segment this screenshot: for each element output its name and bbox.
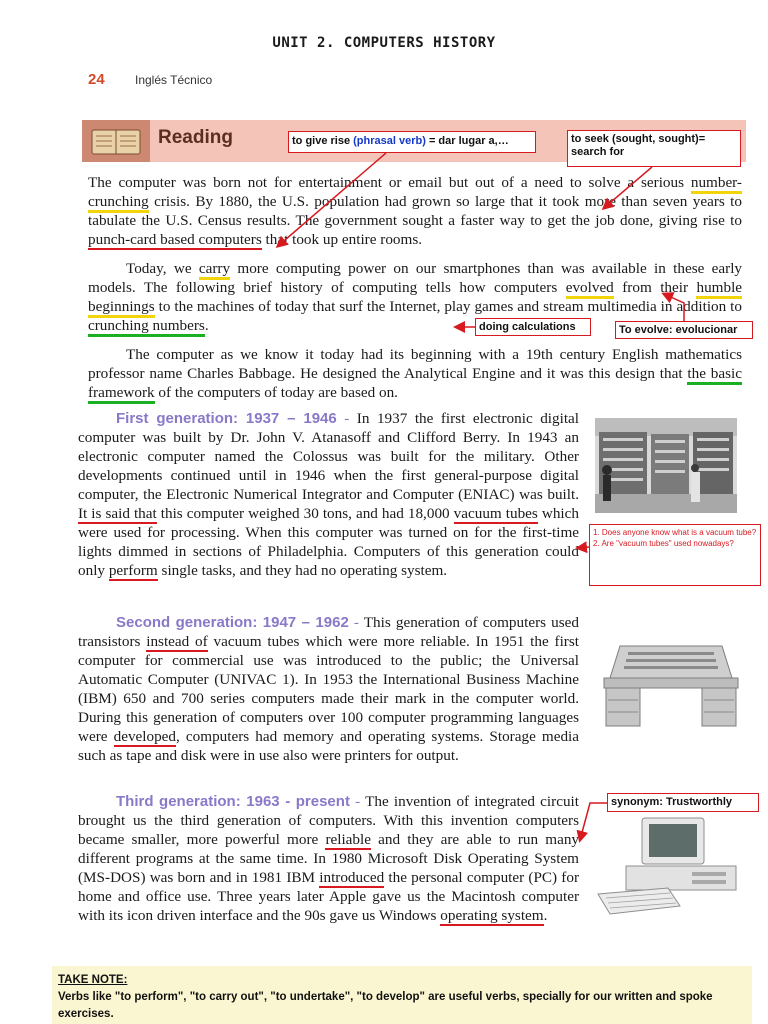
p2-text-i: . [204, 317, 209, 334]
p1-punch-card-computers: punch-card based computers [88, 231, 262, 248]
p1-text-c: crisis. By 1880, the U.S. population had grown so large that it took more than seven years to tabulate the U.S. Census results. The government sought a faster way to get the job done, giving rise to [88, 193, 742, 229]
p3-text-c: of the computers of today are based on. [158, 384, 398, 401]
gen2-developed: developed [113, 728, 177, 745]
gen3-text-g: . [543, 907, 548, 924]
gen1-text-c: this computer weighed 30 tons, and had 18,000 [160, 505, 450, 522]
p2-evolved: evolved [566, 279, 614, 299]
note-phrasal-verb: (phrasal verb) [353, 135, 426, 147]
note-give-rise-post: = dar lugar a,… [428, 135, 509, 147]
gen3-operating-system: operating system [440, 907, 544, 924]
first-generation-heading: First generation: 1937 – 1946 [116, 410, 337, 427]
gen3-text-a: The invention of integrated circuit brought us the third generation of computers. With this invention computers became smaller, more powerful more [78, 793, 579, 848]
take-note-body: Verbs like "to perform", "to carry out", "to undertake", "to develop" are useful verbs, specially for our written and spoke exercises. [58, 991, 713, 1020]
take-note-title: TAKE NOTE: [58, 974, 128, 986]
p2-text-c: more computing power on our smartphones than was available in these early models. The following brief history of computing tells how computers [88, 260, 743, 296]
note-seek: to seek (sought, sought)= search for [567, 130, 741, 167]
unit-title: UNIT 2. COMPUTERS HISTORY [272, 35, 496, 51]
arrow-vacuum-tubes [578, 547, 589, 548]
arrow-give-rise [278, 153, 386, 246]
take-note-box [52, 966, 752, 1024]
gen1-text-g: single tasks, and they had no operating system. [161, 562, 448, 579]
p1-text-a: The computer was born not for entertainment or email but out of a need to solve a serious [88, 174, 685, 191]
note-vacuum-q2: 2. Are "vacuum tubes" used nowadays? [593, 539, 734, 548]
gen3-introduced: introduced [319, 869, 385, 886]
p2-text-e: from their [622, 279, 689, 296]
second-generation-dash: - [348, 614, 364, 631]
arrow-seek [604, 167, 652, 208]
third-generation-dash: - [349, 793, 366, 810]
note-evolve: To evolve: evolucionar [615, 321, 753, 339]
reading-title: Reading [158, 127, 233, 148]
p2-humble-beginnings: humble beginnings [88, 279, 742, 318]
gen2-text-a: This generation of computers used transistors [78, 614, 579, 650]
p2-text-a: Today, we [126, 260, 192, 277]
second-generation-heading: Second generation: 1947 – 1962 [116, 614, 349, 631]
p2-carry: carry [199, 260, 230, 280]
p3-text-a: The computer as we know it today had its beginning with a 19th century English mathematics professor name Charles Babbage. He designed the Analytical Engine and it was this design that [88, 346, 742, 382]
p1-text-e: that took up entire rooms. [265, 231, 423, 248]
gen3-text-e: the personal computer (PC) for home and office use. Three years later Apple gave us the Macintosh computer with its icon driven interface and the 90s gave us Windows [78, 869, 580, 924]
gen1-vacuum-tubes: vacuum tubes [453, 505, 538, 522]
p1-number-crunching: number-crunching [88, 174, 742, 213]
gen1-text-e: which were used for processing. When this computer was turned on for the first-time lights dimmed in sections of Philadelphia. Computers of this generation could only [78, 505, 579, 579]
book-title: Inglés Técnico [135, 73, 213, 87]
gen2-instead-of: instead of [146, 633, 208, 650]
p2-text-g: to the machines of today that surf the Internet, play games and stream multimedia in addition to [158, 298, 742, 315]
gen1-text-a: In 1937 the first electronic digital computer was built by Dr. John V. Atanasoff and Clifford Berry. In 1943 an electronic computer named the Colossus was built for the military. Other developments continued until in 1946 when the first general-purpose digital computer, the Electronic Numerical Integrator and Computer (ENIAC) was built. [78, 410, 579, 503]
third-generation-heading: Third generation: 1963 - present [116, 793, 350, 810]
note-synonym: synonym: Trustworthly [607, 793, 759, 812]
p3-basic-framework: the basic framework [88, 365, 742, 404]
gen2-text-c: vacuum tubes which were more reliable. In 1951 the first computer for commercial use was introduced to the public; the Universal Automatic Computer (UNIVAC 1). In 1953 the International Business Machine (IBM) 650 and 700 series computers made their mark in the computer world. During this generation of computers over 100 computer programming languages were [78, 633, 579, 745]
gen1-it-is-said-that: It is said that [78, 505, 157, 522]
gen1-perform: perform [108, 562, 158, 579]
page-number: 24 [88, 71, 105, 88]
note-calculations: doing calculations [475, 318, 591, 336]
gen2-text-e: , computers had memory and operating systems. Storage media such as tape and disk were in use also were printers for output. [78, 728, 580, 764]
first-generation-dash: - [336, 410, 357, 427]
gen3-reliable: reliable [325, 831, 371, 848]
gen3-text-c: and they are able to run many different programs at the same time. In 1980 Microsoft Disk Operating System (MS-DOS) was born and in 1981 IBM [78, 831, 580, 886]
p2-crunching-numbers: crunching numbers [88, 317, 205, 337]
arrow-evolve [664, 294, 684, 321]
arrow-reliable [580, 803, 607, 840]
note-give-rise-pre: to give rise [292, 135, 351, 147]
note-vacuum-q1: 1. Does anyone know what is a vacuum tube? [593, 528, 757, 537]
